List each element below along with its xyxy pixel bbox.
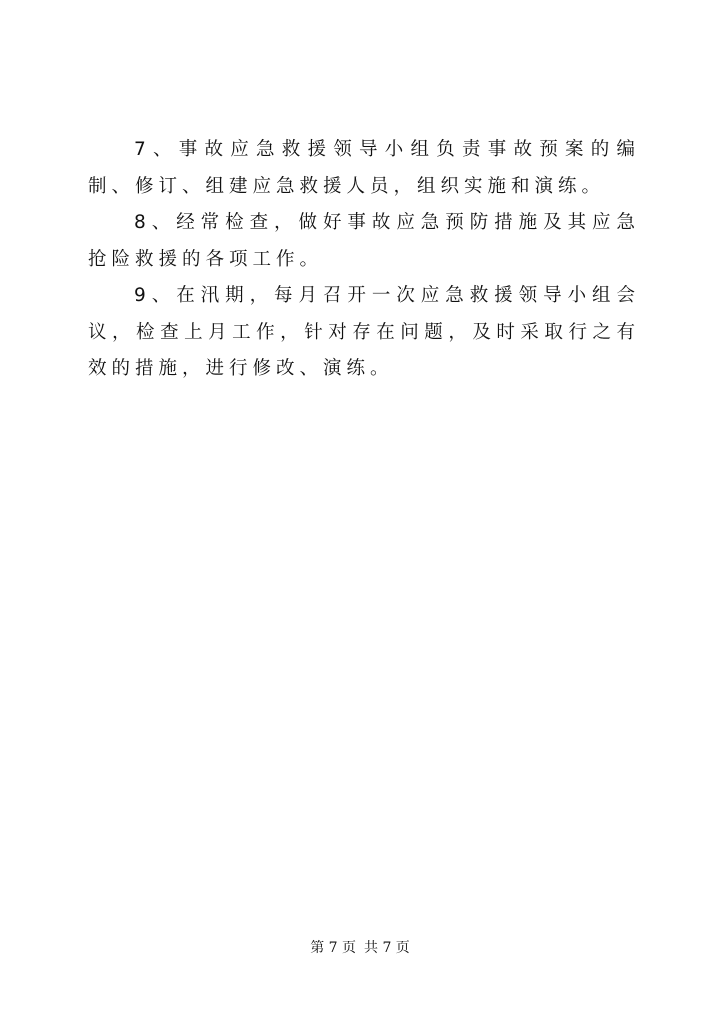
paragraph-7: 7、事故应急救援领导小组负责事故预案的编制、修订、组建应急救援人员，组织实施和演练。	[88, 139, 640, 197]
page-footer	[0, 938, 720, 958]
paragraph-9: 9、在汛期，每月召开一次应急救援领导小组会议，检查上月工作，针对存在问题，及时采取行之有效的措施，进行修改、演练。	[88, 285, 640, 379]
page-number-total: 共 7 页	[364, 940, 410, 956]
paragraph-8: 8、经常检查，做好事故应急预防措施及其应急抢险救援的各项工作。	[88, 212, 640, 270]
page-number-current: 第 7 页	[310, 940, 356, 956]
document-body	[88, 132, 640, 388]
